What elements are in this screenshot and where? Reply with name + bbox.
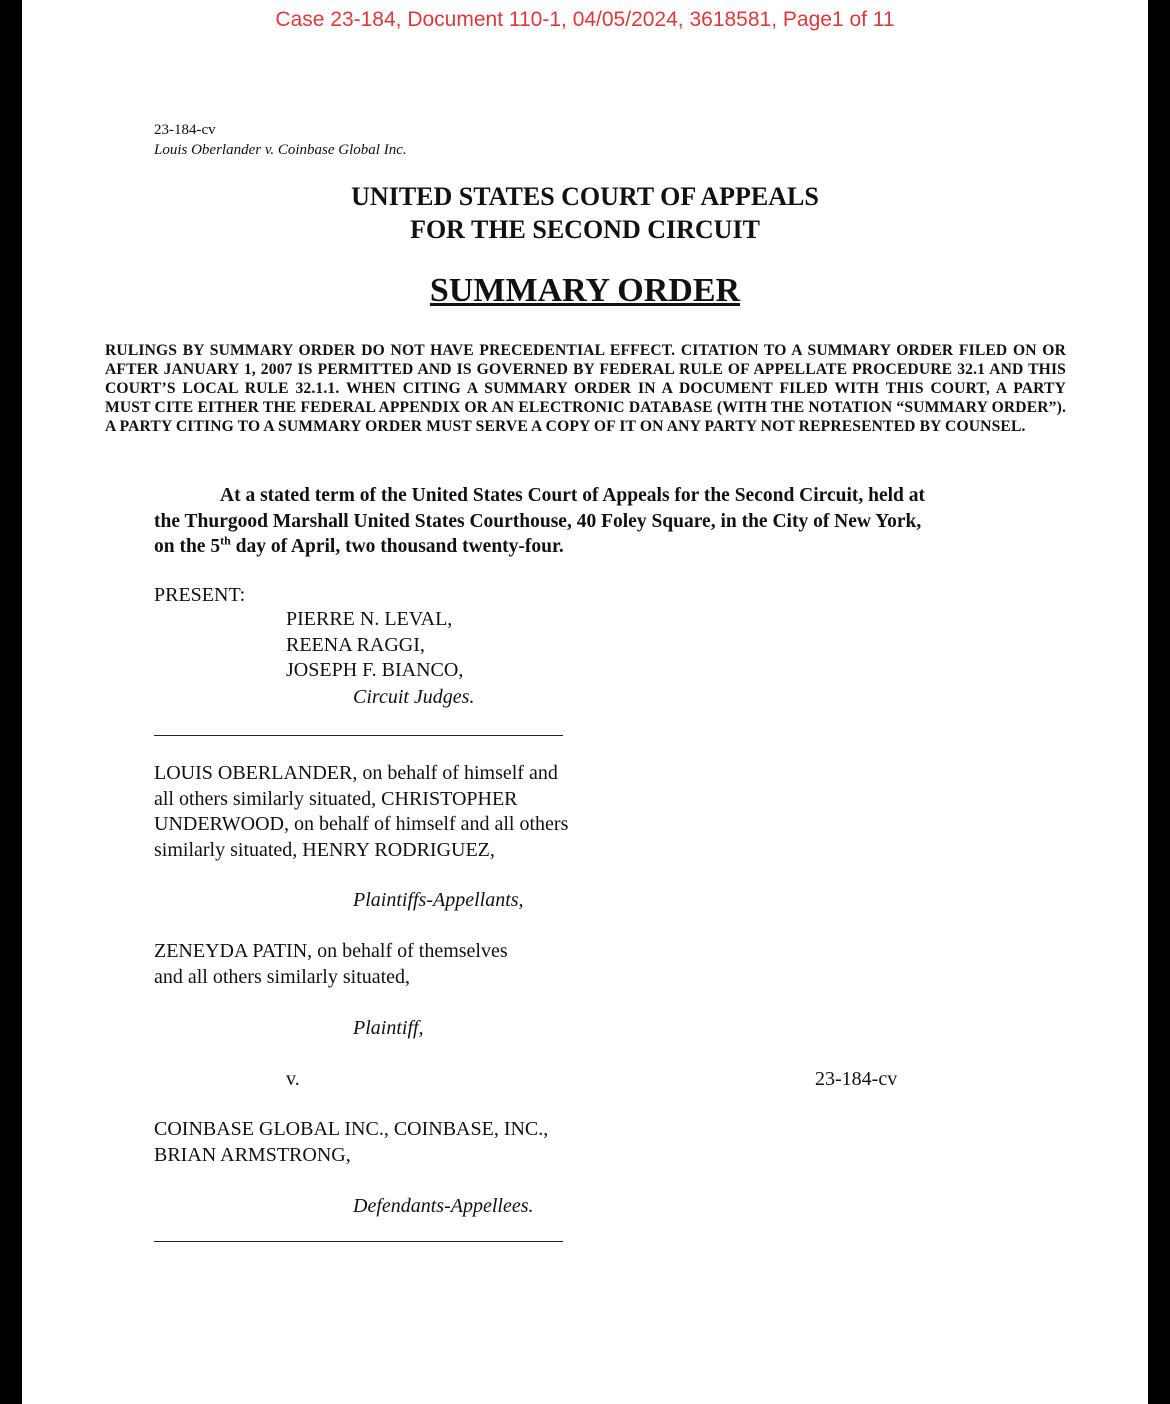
- party-line: COINBASE GLOBAL INC., COINBASE, INC.,: [154, 1118, 549, 1140]
- stated-term-paragraph: [154, 483, 1024, 560]
- court-name-line-1: UNITED STATES COURT OF APPEALS: [351, 182, 819, 211]
- plaintiff-block: [154, 939, 508, 990]
- appellants-role: Plaintiffs-Appellants,: [353, 889, 524, 911]
- term-line-2: the Thurgood Marshall United States Courthouse, 40 Foley Square, in the City of New York,: [154, 510, 922, 532]
- appellees-role: Defendants-Appellees.: [353, 1195, 534, 1217]
- judges-role: Circuit Judges.: [353, 686, 475, 708]
- party-line: all others similarly situated, CHRISTOPHER: [154, 787, 518, 810]
- party-line: LOUIS OBERLANDER, on behalf of himself and: [154, 762, 558, 784]
- judge-name: PIERRE N. LEVAL,: [286, 608, 453, 630]
- party-line: ZENEYDA PATIN, on behalf of themselves: [154, 940, 508, 962]
- docket-number: 23-184-cv: [154, 122, 216, 138]
- document-page: [22, 0, 1148, 1404]
- judge-name: REENA RAGGI,: [286, 633, 425, 656]
- court-name-line-2: FOR THE SECOND CIRCUIT: [410, 215, 760, 244]
- precedential-notice: RULINGS BY SUMMARY ORDER DO NOT HAVE PRECEDENTIAL EFFECT. CITATION TO A SUMMARY ORDER FILED ON OR AFTER JANUARY 1, 2007 IS PERMITTED AND IS GOVERNED BY FEDERAL RULE OF APPELLATE PROCEDURE 32.1 AND THIS COURT’S LOCAL RULE 32.1.1. WHEN CITING A SUMMARY ORDER IN A DOCUMENT FILED WITH THIS COURT, A PARTY MUST CITE EITHER THE FEDERAL APPENDIX OR AN ELECTRONIC DATABASE (WITH THE NOTATION “SUMMARY ORDER”). A PARTY CITING TO A SUMMARY ORDER MUST SERVE A COPY OF IT ON ANY PARTY NOT REPRESENTED BY COUNSEL.: [105, 342, 1066, 435]
- short-caption: Louis Oberlander v. Coinbase Global Inc.: [154, 142, 407, 158]
- ecf-header-stamp: Case 23-184, Document 110-1, 04/05/2024, 3618581, Page1 of 11: [275, 8, 895, 31]
- term-line-3: on the 5th day of April, two thousand twenty-four.: [154, 533, 564, 557]
- term-line-1: At a stated term of the United States Court of Appeals for the Second Circuit, held at: [220, 485, 926, 506]
- judges-list: [286, 607, 463, 684]
- party-line: BRIAN ARMSTRONG,: [154, 1143, 351, 1166]
- caption-divider-top: [154, 735, 563, 736]
- judge-name: JOSEPH F. BIANCO,: [286, 659, 464, 681]
- party-line: similarly situated, HENRY RODRIGUEZ,: [154, 838, 495, 861]
- appellants-block: [154, 761, 568, 863]
- docket-number-right: 23-184-cv: [815, 1068, 898, 1090]
- present-label: PRESENT:: [154, 584, 246, 606]
- plaintiff-role: Plaintiff,: [353, 1017, 424, 1039]
- party-line: and all others similarly situated,: [154, 965, 411, 988]
- order-title: SUMMARY ORDER: [429, 272, 741, 309]
- caption-divider-bottom: [154, 1241, 563, 1242]
- party-line: UNDERWOOD, on behalf of himself and all others: [154, 813, 569, 835]
- appellees-block: [154, 1117, 548, 1168]
- versus: v.: [286, 1068, 300, 1090]
- court-name: [22, 180, 1148, 246]
